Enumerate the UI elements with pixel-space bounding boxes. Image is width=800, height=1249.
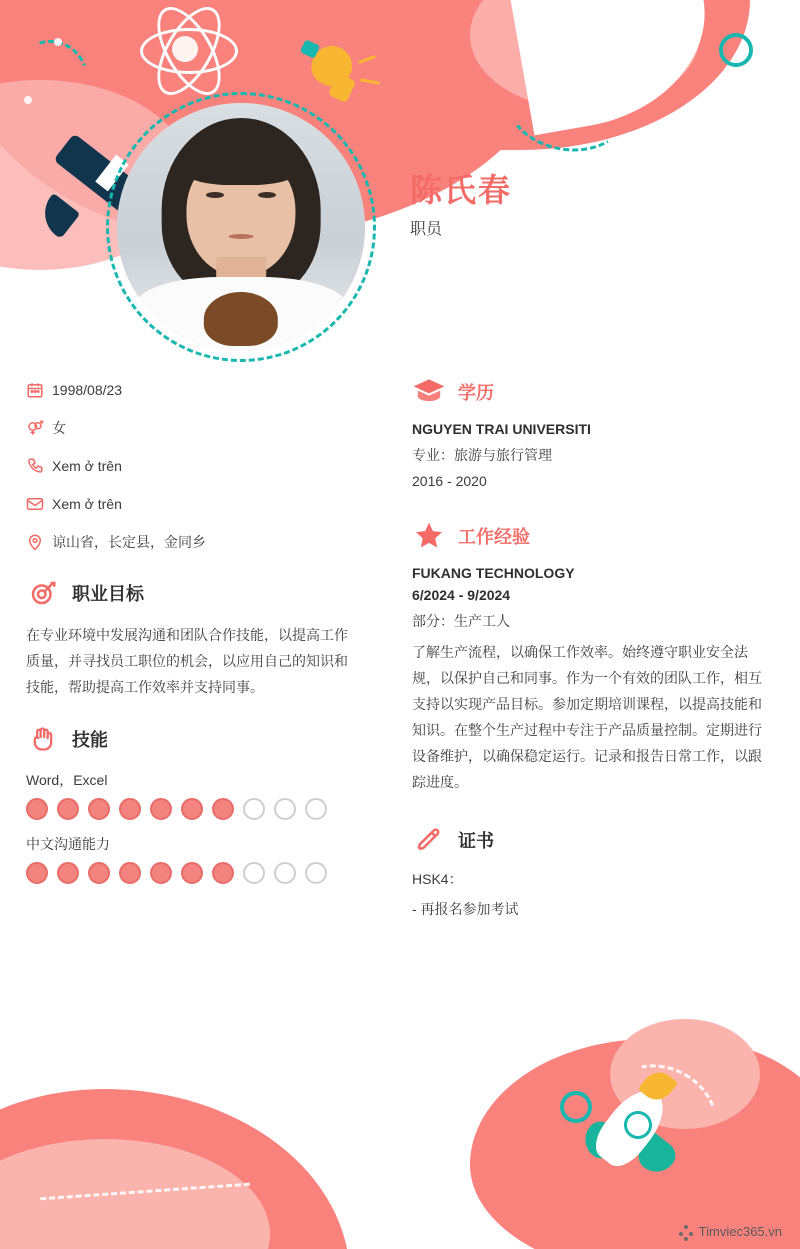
right-column [412, 375, 774, 929]
education-header [412, 375, 774, 409]
dot-decoration-1 [24, 96, 32, 104]
skill-dot [119, 798, 141, 820]
certificate-line-0: HSK4： [412, 871, 463, 887]
mail-icon [26, 492, 52, 516]
objective-title: 职业目标 [72, 584, 144, 604]
skill-label-1: 中文沟通能力 [26, 836, 110, 852]
certificate-line-1: - 再报名参加考试 [412, 901, 519, 917]
skill-dot [88, 798, 110, 820]
experience-description: 了解生产流程，以确保工作效率。始终遵守职业安全法规，以保护自己和同事。作为一个有效的团队工作，相互支持以实现产品目标。参加定期培训课程，以提高技能和知识。在整个生产过程中专注于产品质量控制。定期进行设备维护，以确保稳定运行。记录和报告日常工作，以跟踪进度。 [412, 644, 762, 790]
section-experience [412, 519, 774, 795]
phone-icon [26, 454, 52, 478]
avatar-fringe [181, 145, 300, 185]
skill-dot [274, 862, 296, 884]
skill-dot [26, 798, 48, 820]
skills-header [26, 722, 356, 756]
avatar-mouth [229, 234, 254, 239]
info-value-gender: 女 [52, 420, 66, 436]
skills-title: 技能 [72, 730, 108, 750]
hand-icon [26, 722, 60, 756]
skill-dot [57, 798, 79, 820]
section-certificate [412, 823, 774, 919]
footer-decoration [0, 969, 800, 1249]
skill-rating-0 [26, 798, 356, 820]
gender-icon [26, 416, 52, 440]
skill-dot [57, 862, 79, 884]
skill-dot [181, 862, 203, 884]
certificate-title: 证书 [458, 831, 494, 851]
lightbulb-icon [300, 42, 376, 108]
objective-header [26, 576, 356, 610]
info-value-email: Xem ở trên [52, 496, 122, 512]
skill-dot [212, 798, 234, 820]
pencil-icon [412, 823, 446, 857]
education-school: NGUYEN TRAI UNIVERSITI [412, 421, 591, 437]
experience-position: 部分：生产工人 [412, 613, 510, 629]
calendar-icon [26, 378, 52, 402]
graduation-cap-icon [412, 375, 446, 409]
objective-text: 在专业环境中发展沟通和团队合作技能，以提高工作质量，并寻找员工职位的机会，以应用自己的知识和技能，帮助提高工作效率并支持同事。 [26, 627, 348, 695]
skill-dot [305, 862, 327, 884]
education-years: 2016 - 2020 [412, 473, 487, 489]
skill-dot [26, 862, 48, 884]
brand-watermark [679, 1224, 782, 1239]
skill-dot [274, 798, 296, 820]
section-education [412, 375, 774, 489]
lightbulb-ray-1 [358, 55, 376, 64]
info-value-address: 谅山省，长定县，金同乡 [52, 534, 206, 550]
star-icon [412, 519, 446, 553]
avatar-frame [106, 92, 376, 362]
atom-core [172, 36, 198, 62]
section-objective [26, 576, 356, 700]
skill-dot [88, 862, 110, 884]
experience-company: FUKANG TECHNOLOGY [412, 565, 575, 581]
avatar [117, 103, 365, 351]
experience-header [412, 519, 774, 553]
avatar-scarf [204, 292, 278, 347]
skill-dot [181, 798, 203, 820]
info-value-phone: Xem ở trên [52, 458, 122, 474]
skill-dot [305, 798, 327, 820]
info-row-phone [26, 454, 356, 478]
experience-period: 6/2024 - 9/2024 [412, 587, 511, 603]
info-value-birthdate: 1998/08/23 [52, 382, 123, 398]
candidate-role: 职员 [410, 221, 443, 238]
candidate-name: 陈氏春 [410, 172, 513, 208]
skill-label-0: Word，Excel [26, 772, 108, 788]
skill-dot [150, 798, 172, 820]
skill-dot [243, 862, 265, 884]
info-row-gender [26, 416, 356, 440]
info-row-birthdate [26, 378, 356, 402]
rocket-icon [568, 1067, 708, 1187]
certificate-header [412, 823, 774, 857]
teal-circle-icon [719, 33, 753, 67]
atom-icon [128, 6, 244, 106]
skill-dot [150, 862, 172, 884]
brand-dots-icon [679, 1225, 693, 1239]
section-skills [26, 722, 356, 884]
skill-rating-1 [26, 862, 356, 884]
skill-dot [243, 798, 265, 820]
experience-title: 工作经验 [458, 527, 530, 547]
location-icon [26, 530, 52, 554]
education-major: 专业：旅游与旅行管理 [412, 447, 552, 463]
target-icon [26, 576, 60, 610]
education-title: 学历 [458, 383, 494, 403]
skill-dot [119, 862, 141, 884]
skill-dot [212, 862, 234, 884]
info-row-address [26, 530, 356, 554]
rocket-ring-decoration [560, 1091, 592, 1123]
info-row-email [26, 492, 356, 516]
left-column [26, 378, 356, 884]
dot-decoration-2 [54, 38, 62, 46]
brand-text: Timviec365.vn [698, 1224, 782, 1239]
